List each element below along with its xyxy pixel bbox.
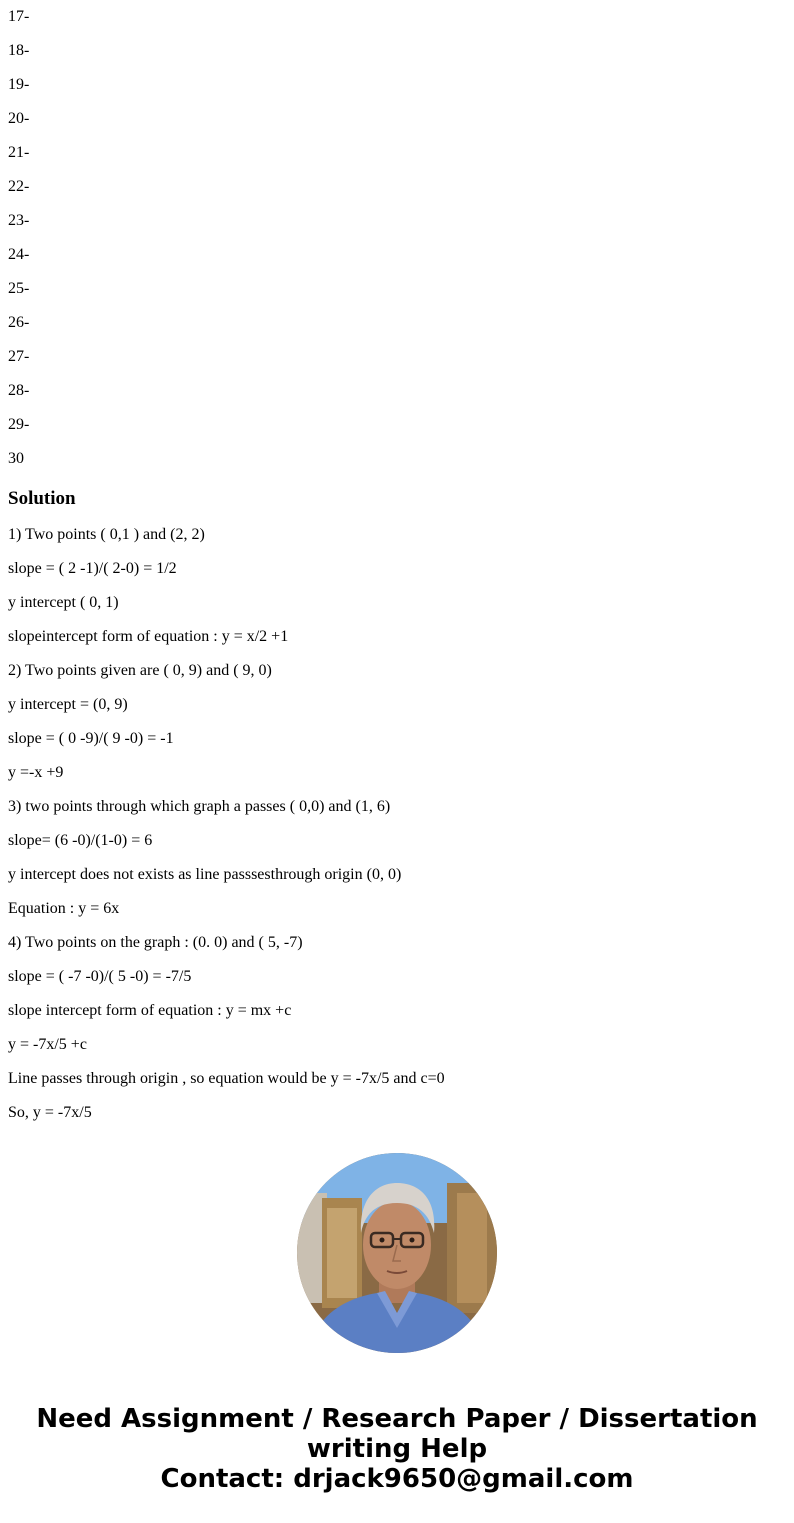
solution-line: 3) two points through which graph a passes ( 0,0) and (1, 6): [8, 798, 391, 815]
solution-line: y intercept does not exists as line passsesthrough origin (0, 0): [8, 866, 402, 883]
solution-line: slope = ( -7 -0)/( 5 -0) = -7/5: [8, 968, 192, 985]
solution-line: 1) Two points ( 0,1 ) and (2, 2): [8, 526, 205, 543]
solution-line: y = -7x/5 +c: [8, 1036, 87, 1053]
solution-heading: Solution: [8, 488, 76, 509]
question-number: 23-: [8, 212, 30, 229]
footer-line-assignment: Need Assignment / Research Paper / Dissertation: [36, 1404, 758, 1434]
solution-line: y =-x +9: [8, 764, 64, 781]
page-content: [8, 0, 786, 1138]
solution-line: y intercept = (0, 9): [8, 696, 128, 713]
question-number: 30: [8, 450, 24, 467]
solution-line: Equation : y = 6x: [8, 900, 120, 917]
footer-contact-email[interactable]: Contact: drjack9650@gmail.com: [160, 1464, 634, 1494]
question-number: 21-: [8, 144, 30, 161]
question-number: 26-: [8, 314, 30, 331]
question-number: 27-: [8, 348, 30, 365]
solution-line: 2) Two points given are ( 0, 9) and ( 9, 0): [8, 662, 272, 679]
solution-line: 4) Two points on the graph : (0. 0) and ( 5, -7): [8, 934, 303, 951]
solution-line: slope = ( 2 -1)/( 2-0) = 1/2: [8, 560, 177, 577]
question-number: 22-: [8, 178, 30, 195]
solution-line: So, y = -7x/5: [8, 1104, 92, 1121]
question-number: 29-: [8, 416, 30, 433]
solution-body: [8, 526, 786, 1122]
question-number: 28-: [8, 382, 30, 399]
question-number: 24-: [8, 246, 30, 263]
solution-line: slopeintercept form of equation : y = x/2 +1: [8, 628, 289, 645]
solution-line: y intercept ( 0, 1): [8, 594, 119, 611]
question-number: 18-: [8, 42, 30, 59]
question-number: 25-: [8, 280, 30, 297]
solution-line: slope= (6 -0)/(1-0) = 6: [8, 832, 153, 849]
question-number: 20-: [8, 110, 30, 127]
question-number: 17-: [8, 8, 30, 25]
contact-footer: [0, 1404, 794, 1494]
author-portrait-icon: [297, 1153, 497, 1353]
footer-line-help: writing Help: [306, 1434, 488, 1464]
question-number: 19-: [8, 76, 30, 93]
question-number-list: [8, 0, 786, 468]
solution-line: slope intercept form of equation : y = mx +c: [8, 1002, 292, 1019]
solution-line: slope = ( 0 -9)/( 9 -0) = -1: [8, 730, 174, 747]
author-avatar: [297, 1153, 497, 1353]
solution-line: Line passes through origin , so equation would be y = -7x/5 and c=0: [8, 1070, 445, 1087]
